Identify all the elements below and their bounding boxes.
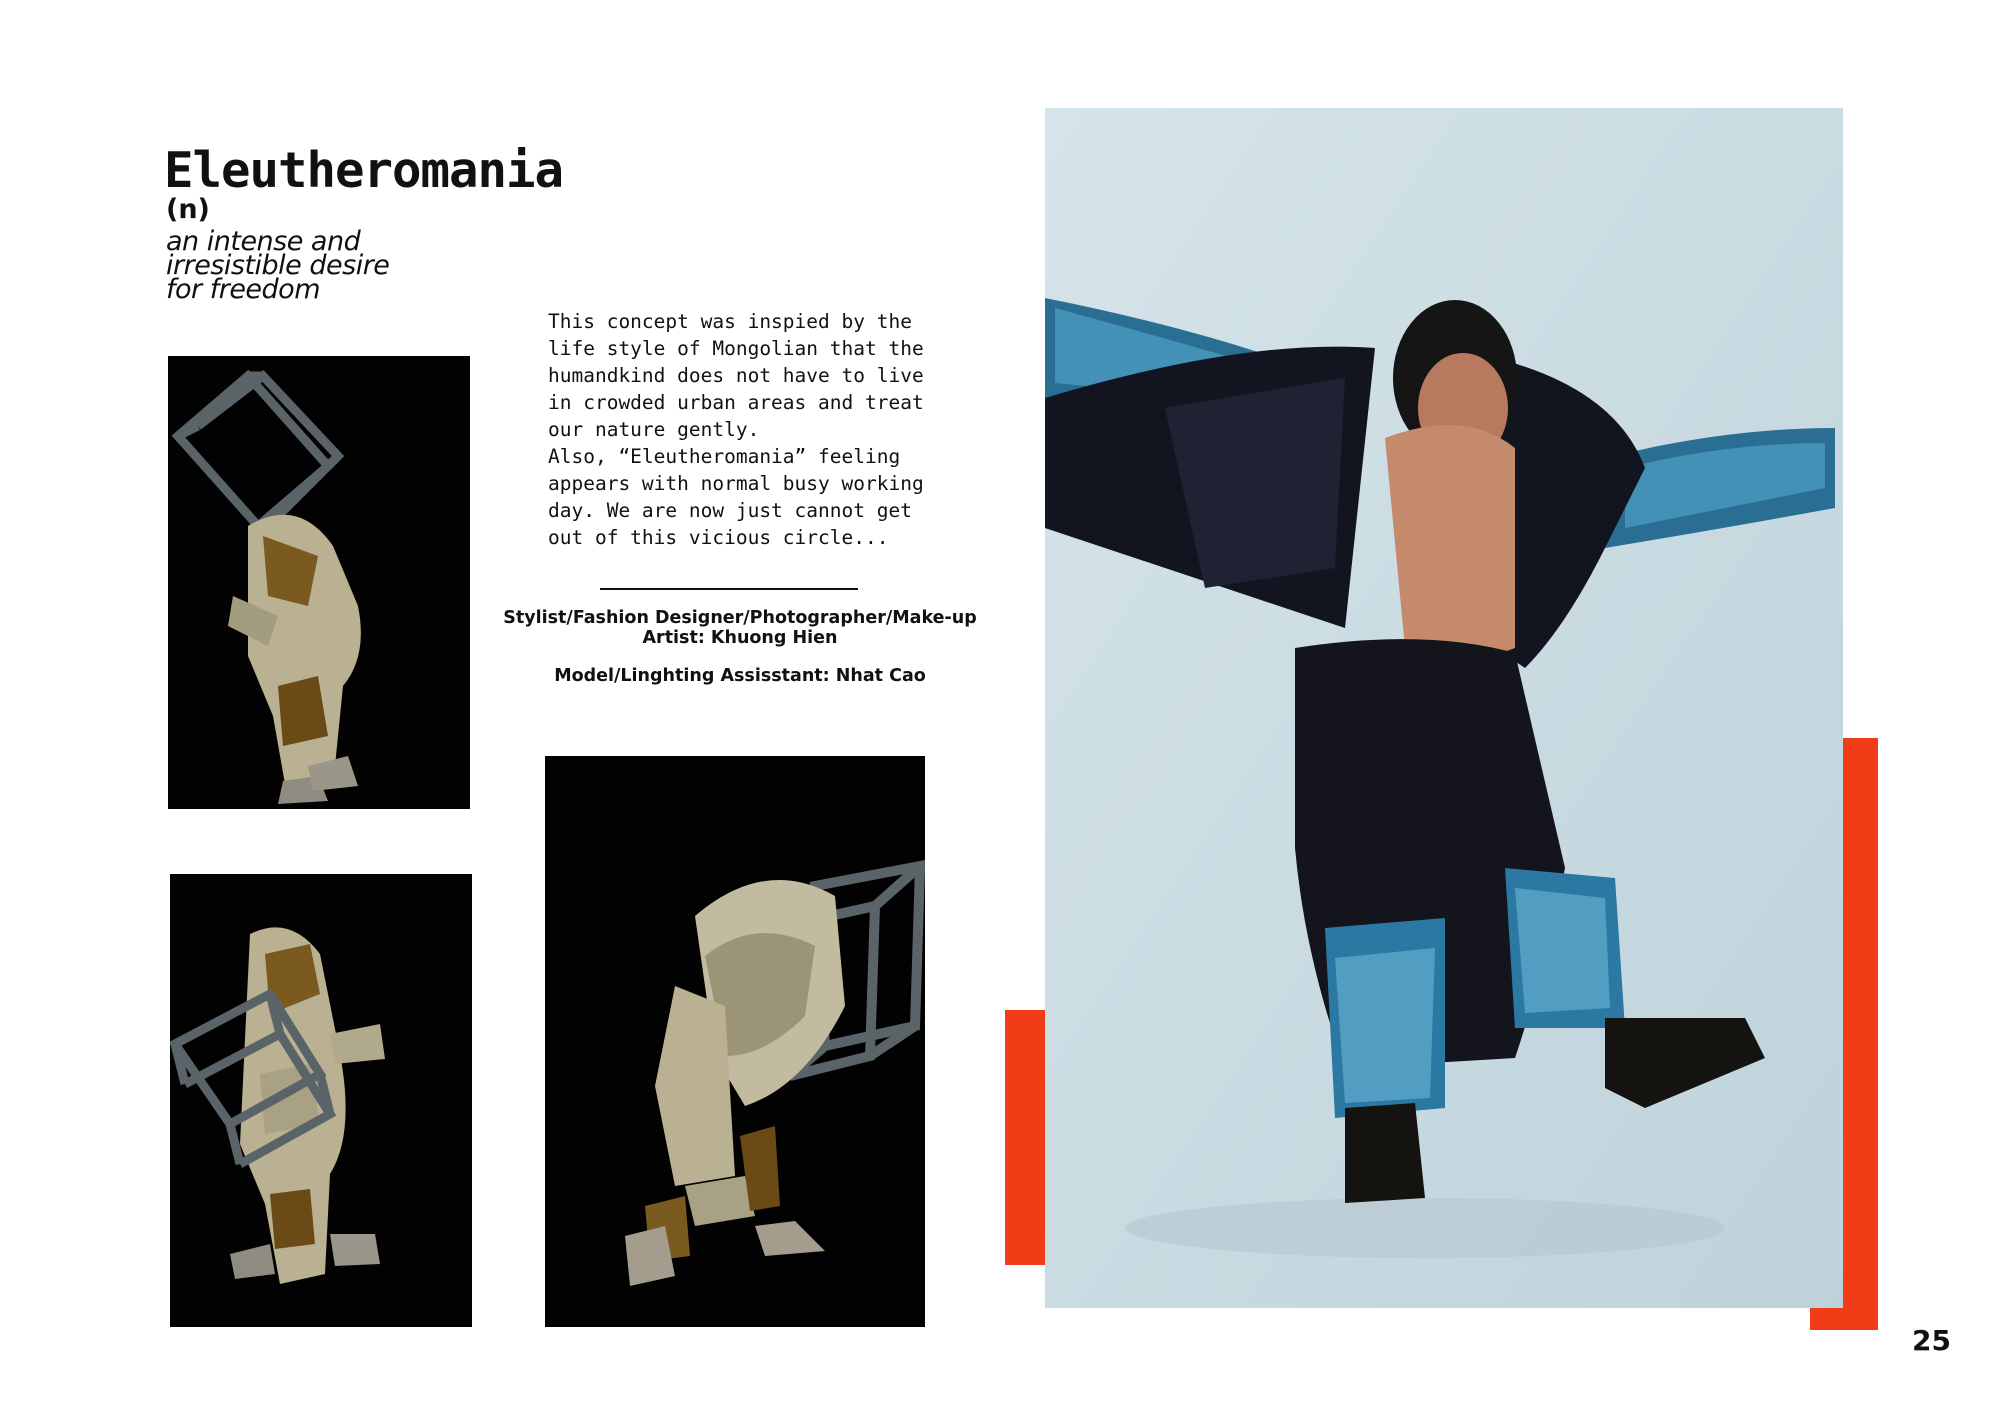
concept-line: Also, “Eleutheromania” feeling	[548, 445, 901, 468]
photo-bottom-left	[170, 874, 472, 1327]
concept-line: appears with normal busy working	[548, 472, 924, 495]
page-number: 25	[1912, 1324, 1951, 1357]
credit-line: Model/Linghting Assisstant: Nhat Cao	[554, 666, 926, 686]
photo-top-left	[168, 356, 470, 809]
credit-line: Stylist/Fashion Designer/Photographer/Make-up	[503, 608, 977, 628]
concept-line: our nature gently.	[548, 418, 760, 441]
photo-bottom-middle	[545, 756, 925, 1327]
definition-line: irresistible desire	[166, 250, 390, 281]
concept-line: in crowded urban areas and treat	[548, 391, 924, 414]
definition	[166, 226, 496, 305]
definition-line: an intense and	[166, 226, 361, 257]
concept-line: day. We are now just cannot get	[548, 499, 912, 522]
divider	[600, 588, 858, 590]
concept-text	[548, 308, 948, 551]
concept-line: humandkind does not have to live	[548, 364, 924, 387]
credit-line: Artist: Khuong Hien	[642, 628, 838, 648]
concept-line: This concept was inspied by the	[548, 310, 912, 333]
concept-line: out of this vicious circle...	[548, 526, 889, 549]
page-title: Eleutheromania	[164, 142, 564, 199]
concept-line: life style of Mongolian that the	[548, 337, 924, 360]
definition-line: for freedom	[166, 274, 320, 305]
part-of-speech: (n)	[166, 194, 210, 225]
main-photo	[1045, 108, 1843, 1308]
credits	[480, 608, 1000, 686]
